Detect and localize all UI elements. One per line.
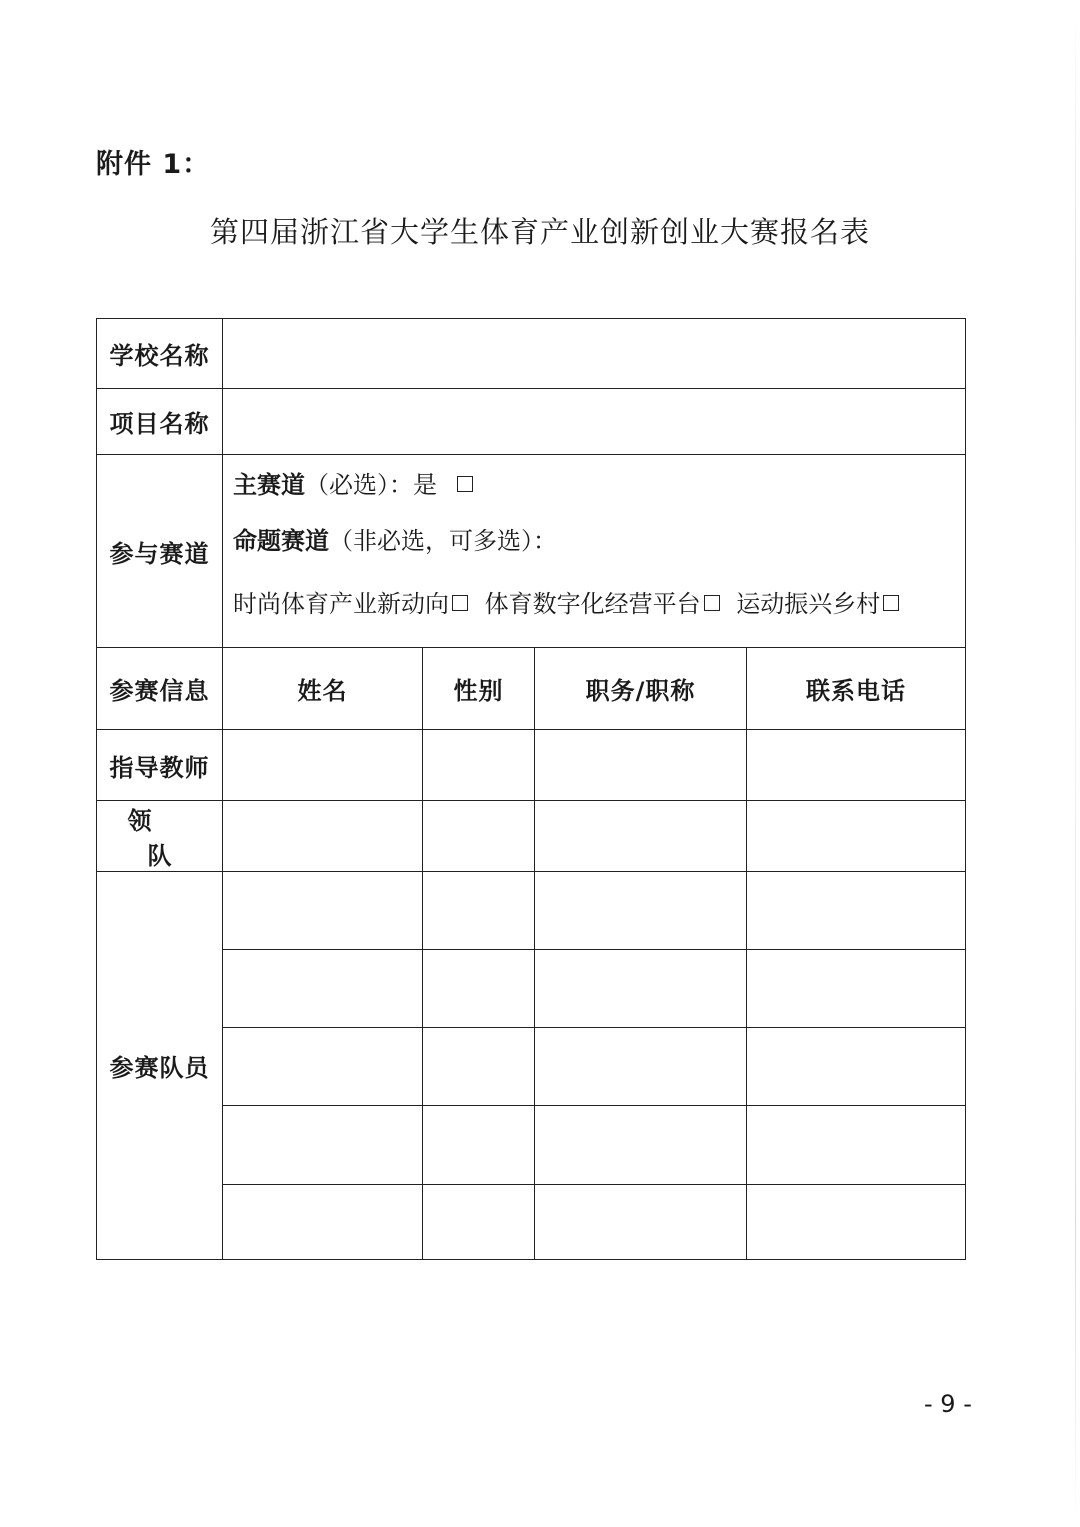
project-name-field[interactable]: [223, 389, 966, 455]
member-name-field[interactable]: [223, 950, 423, 1028]
member-name-field[interactable]: [223, 1185, 423, 1260]
school-name-field[interactable]: [223, 319, 966, 389]
main-track-title: 主赛道: [233, 471, 305, 499]
column-header-name: 姓名: [223, 648, 423, 730]
advisor-position-field[interactable]: [535, 730, 747, 801]
member-position-field[interactable]: [535, 1106, 747, 1185]
form-title: 第四届浙江省大学生体育产业创新创业大赛报名表: [209, 215, 870, 249]
main-track-checkbox[interactable]: [457, 476, 473, 492]
leader-position-field[interactable]: [535, 801, 747, 872]
topic-option-fashion-checkbox[interactable]: [452, 595, 468, 611]
leader-label: [97, 801, 223, 872]
track-row: [97, 455, 966, 648]
member-gender-field[interactable]: [423, 1106, 535, 1185]
member-name-field[interactable]: [223, 872, 423, 950]
member-phone-field[interactable]: [747, 1106, 966, 1185]
topic-options-line: [233, 569, 965, 639]
member-gender-field[interactable]: [423, 950, 535, 1028]
advisor-gender-field[interactable]: [423, 730, 535, 801]
member-position-field[interactable]: [535, 872, 747, 950]
page-number: - 9 -: [924, 1390, 972, 1418]
member-row: [97, 1185, 966, 1260]
column-header-gender: 性别: [423, 648, 535, 730]
leader-name-field[interactable]: [223, 801, 423, 872]
member-row: [97, 1028, 966, 1106]
registration-form-table: [96, 318, 966, 1260]
column-header-phone: 联系电话: [747, 648, 966, 730]
leader-label-text: 领队: [127, 807, 212, 870]
topic-track-title: 命题赛道: [233, 527, 329, 555]
member-gender-field[interactable]: [423, 1028, 535, 1106]
topic-option-rural: 运动振兴乡村: [736, 590, 881, 618]
member-position-field[interactable]: [535, 1028, 747, 1106]
member-name-field[interactable]: [223, 1028, 423, 1106]
main-track-note: （必选）：是: [305, 471, 437, 499]
project-row: [97, 389, 966, 455]
main-track-line: [233, 457, 965, 513]
advisor-phone-field[interactable]: [747, 730, 966, 801]
member-position-field[interactable]: [535, 950, 747, 1028]
topic-option-fashion: 时尚体育产业新动向: [233, 590, 449, 618]
members-label: 参赛队员: [97, 872, 223, 1260]
column-header-position: 职务/职称: [535, 648, 747, 730]
topic-option-digital-checkbox[interactable]: [704, 595, 720, 611]
attachment-label: 附件 1：: [96, 149, 211, 180]
scan-edge-line: [1075, 0, 1076, 1527]
member-name-field[interactable]: [223, 1106, 423, 1185]
track-options-cell: [223, 455, 966, 648]
school-row: [97, 319, 966, 389]
project-name-label: 项目名称: [97, 389, 223, 455]
advisor-name-field[interactable]: [223, 730, 423, 801]
member-phone-field[interactable]: [747, 950, 966, 1028]
topic-track-note: （非必选，可多选）：: [329, 527, 557, 555]
advisor-label: 指导教师: [97, 730, 223, 801]
member-gender-field[interactable]: [423, 1185, 535, 1260]
track-label: 参与赛道: [97, 455, 223, 648]
leader-gender-field[interactable]: [423, 801, 535, 872]
member-phone-field[interactable]: [747, 872, 966, 950]
member-row: [97, 872, 966, 950]
leader-row: [97, 801, 966, 872]
info-header-row: [97, 648, 966, 730]
advisor-row: [97, 730, 966, 801]
member-gender-field[interactable]: [423, 872, 535, 950]
member-phone-field[interactable]: [747, 1185, 966, 1260]
topic-option-digital: 体育数字化经营平台: [484, 590, 701, 618]
topic-track-line: [233, 513, 965, 569]
member-phone-field[interactable]: [747, 1028, 966, 1106]
member-row: [97, 950, 966, 1028]
info-label: 参赛信息: [97, 648, 223, 730]
leader-phone-field[interactable]: [747, 801, 966, 872]
member-row: [97, 1106, 966, 1185]
school-name-label: 学校名称: [97, 319, 223, 389]
member-position-field[interactable]: [535, 1185, 747, 1260]
topic-option-rural-checkbox[interactable]: [883, 595, 899, 611]
